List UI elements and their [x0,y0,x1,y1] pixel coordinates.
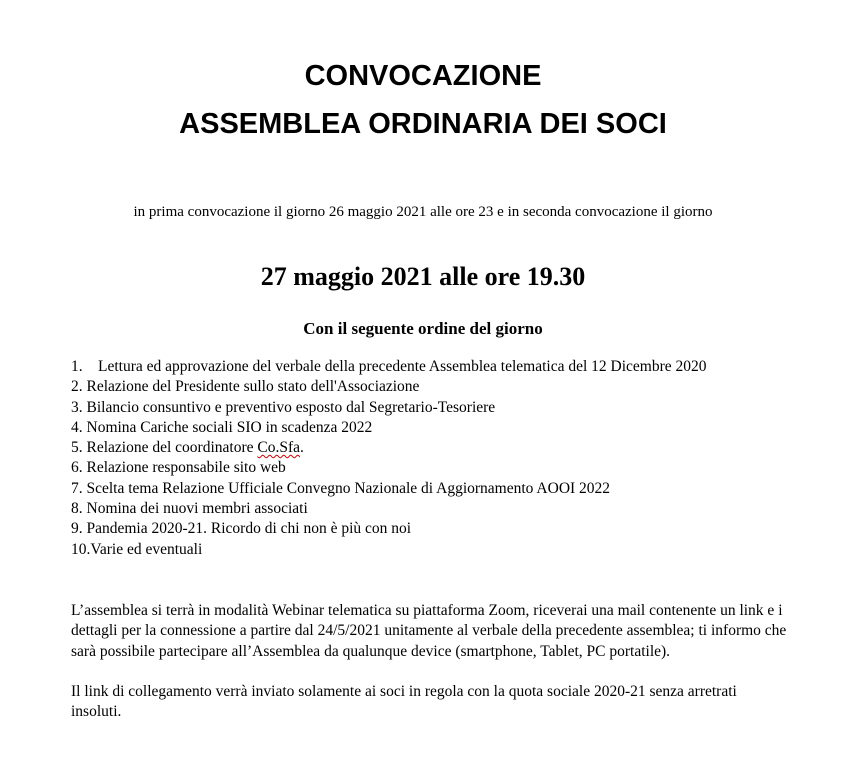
webinar-info-paragraph: L’assemblea si terrà in modalità Webinar telematica su piattaforma Zoom, riceverai una mail contenente un link e i dettagli per la connessione a partire dal 24/5/2021 unitamente al verbale della precedente assemblea; ti informo che sarà possibile partecipare all’Assemblea da qualunque device (smartphone, Tablet, PC portatile). [71,602,787,660]
intro-text: in prima convocazione il giorno 26 maggio 2021 alle ore 23 e in seconda convocazione il giorno [133,204,713,220]
agenda-item-6: 6. Relazione responsabile sito web [71,459,286,477]
agenda-item-text: Lettura ed approvazione del verbale della precedente Assemblea telematica del 12 Dicembre 2020 [98,358,707,375]
meeting-date: 27 maggio 2021 alle ore 19.30 [260,262,586,291]
agenda-item-5 [71,438,771,458]
link-info-paragraph: Il link di collegamento verrà inviato solamente ai soci in regola con la quota sociale 2020-21 senza arretrati insoluti. [71,683,737,721]
agenda-list [71,357,771,560]
page-subtitle: ASSEMBLEA ORDINARIA DEI SOCI [179,108,667,140]
agenda-item-8: 8. Nomina dei nuovi membri associati [71,500,308,518]
agenda-item-5-suffix: . [299,439,304,457]
agenda-item-1 [71,357,771,377]
agenda-item-5-prefix: 5. Relazione del coordinatore [71,439,258,457]
agenda-item-9: 9. Pandemia 2020-21. Ricordo di chi non è più con noi [71,520,412,538]
agenda-item-3: 3. Bilancio consuntivo e preventivo esposto dal Segretario-Tesoriere [71,398,496,416]
agenda-item-4: 4. Nomina Cariche sociali SIO in scadenza 2022 [71,418,373,436]
page-title: CONVOCAZIONE [304,60,542,92]
agenda-item-7: 7. Scelta tema Relazione Ufficiale Convegno Nazionale di Aggiornamento AOOI 2022 [71,479,611,497]
agenda-item-10: 10.Varie ed eventuali [71,540,203,558]
agenda-item-number: 1. [71,358,83,375]
spellcheck-flagged-word: Co.Sfa [257,439,300,457]
agenda-item-2: 2. Relazione del Presidente sullo stato dell'Associazione [71,378,420,396]
agenda-heading: Con il seguente ordine del giorno [303,319,543,338]
